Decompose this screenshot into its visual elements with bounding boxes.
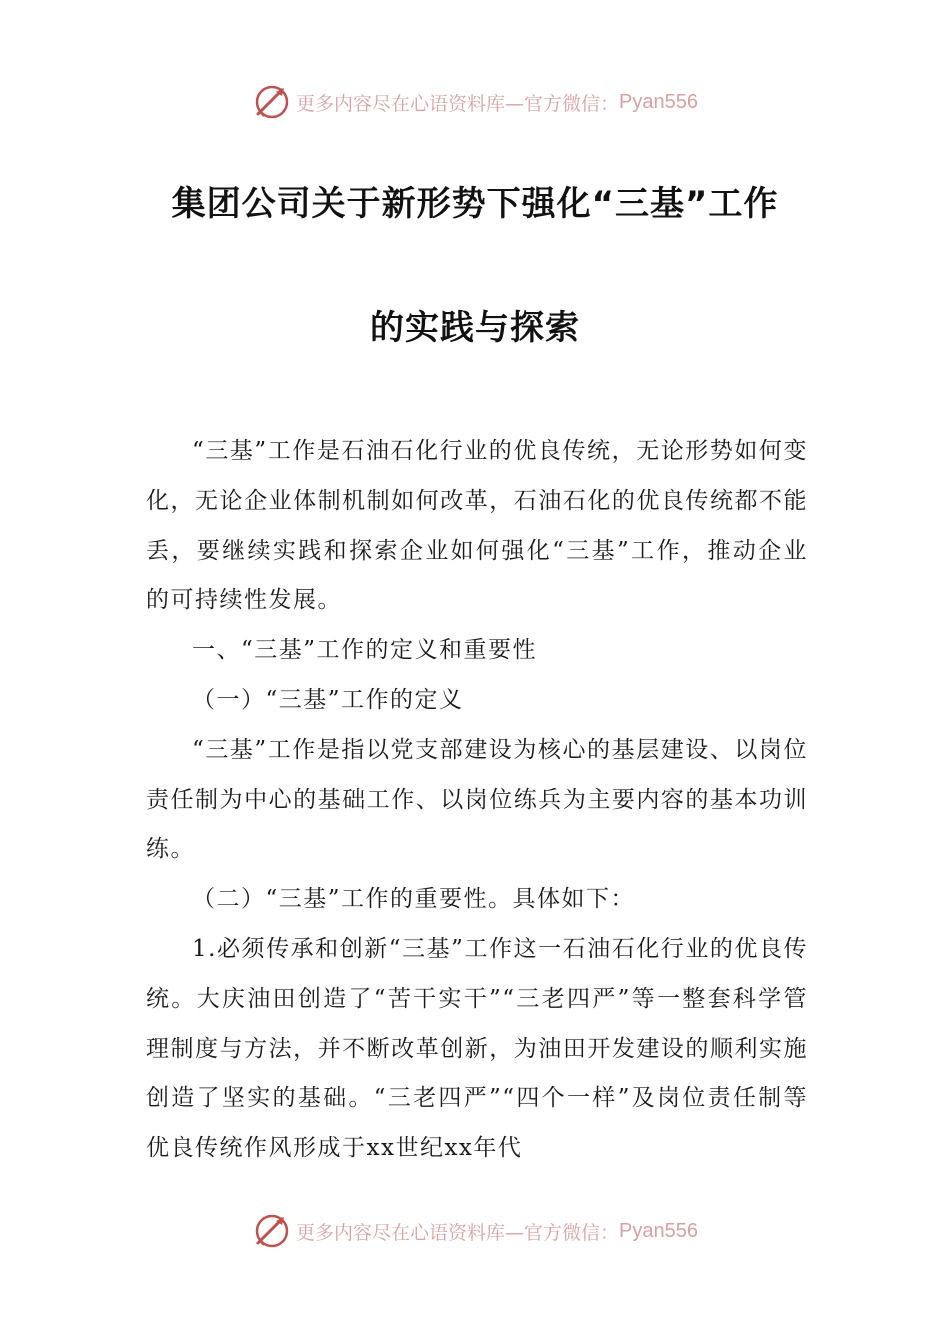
paragraph-intro: “三基”工作是石油石化行业的优良传统，无论形势如何变化，无论企业体制机制如何改革，石油石化的优良传统都不能丢，要继续实践和探索企业如何强化“三基”工作，推动企业的可持续性发展。: [146, 438, 808, 614]
watermark-text: 更多内容尽在心语资料库—官方微信：: [296, 92, 620, 115]
watermark-account: Pyan556: [619, 90, 698, 113]
document-title-line-2: 的实践与探索: [370, 308, 580, 348]
document-body: [146, 427, 808, 1174]
paragraph-definition: “三基”工作是指以党支部建设为核心的基层建设、以岗位责任制为中心的基础工作、以岗位练兵为主要内容的基本功训练。: [146, 736, 808, 863]
subsection-heading-2: （二）“三基”工作的重要性。具体如下：: [192, 886, 636, 913]
document-title-line-1: 集团公司关于新形势下强化“三基”工作: [171, 184, 779, 224]
pen-logo-icon: [252, 82, 292, 122]
paragraph-point-1: 1.必须传承和创新“三基”工作这一石油石化行业的优良传统。大庆油田创造了“苦干实干”“三老四严”等一整套科学管理制度与方法，并不断改革创新，为油田开发建设的顺利实施创造了坚实的基础。“三老四严”“四个一样”及岗位责任制等优良传统作风形成于xx世纪xx年代: [146, 935, 808, 1162]
watermark-account: Pyan556: [619, 1219, 698, 1242]
section-heading-1: 一、“三基”工作的定义和重要性: [192, 637, 538, 664]
footer-watermark: [0, 1211, 950, 1251]
subsection-heading-1: （一）“三基”工作的定义: [192, 686, 464, 713]
header-watermark: [0, 82, 950, 122]
pen-logo-icon: [252, 1211, 292, 1251]
watermark-text: 更多内容尽在心语资料库—官方微信：: [296, 1221, 620, 1244]
